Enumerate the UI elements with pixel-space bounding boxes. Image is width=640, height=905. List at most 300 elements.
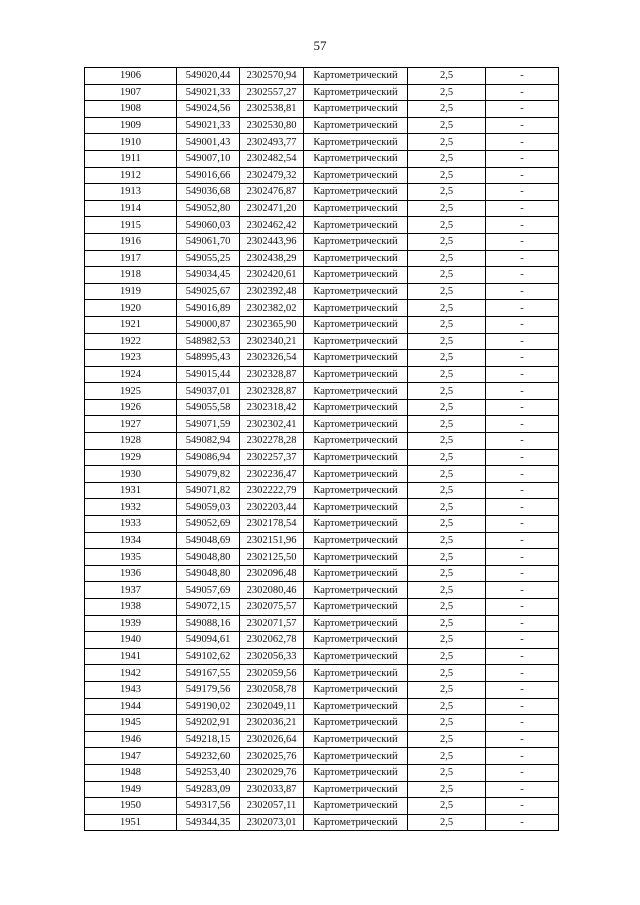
x-coordinate-cell: 549232,60 [177,748,240,765]
table-row [85,565,559,582]
y-coordinate-cell: 2302080,46 [240,582,304,599]
y-coordinate-cell: 2302471,20 [240,200,304,217]
method-cell: Картометрический [304,416,408,433]
method-cell: Картометрический [304,632,408,649]
method-cell: Картометрический [304,615,408,632]
method-cell: Картометрический [304,715,408,732]
method-cell: Картометрический [304,84,408,101]
note-cell: - [486,798,559,815]
note-cell: - [486,499,559,516]
note-cell: - [486,150,559,167]
method-cell: Картометрический [304,698,408,715]
accuracy-cell: 2,5 [408,731,486,748]
table-row [85,383,559,400]
method-cell: Картометрический [304,516,408,533]
x-coordinate-cell: 548982,53 [177,333,240,350]
method-cell: Картометрический [304,648,408,665]
x-coordinate-cell: 549179,56 [177,681,240,698]
x-coordinate-cell: 549102,62 [177,648,240,665]
accuracy-cell: 2,5 [408,366,486,383]
point-number-cell: 1939 [85,615,177,632]
y-coordinate-cell: 2302029,76 [240,764,304,781]
point-number-cell: 1944 [85,698,177,715]
accuracy-cell: 2,5 [408,715,486,732]
method-cell: Картометрический [304,499,408,516]
table-row [85,549,559,566]
y-coordinate-cell: 2302057,11 [240,798,304,815]
point-number-cell: 1914 [85,200,177,217]
y-coordinate-cell: 2302420,61 [240,267,304,284]
note-cell: - [486,184,559,201]
note-cell: - [486,665,559,682]
accuracy-cell: 2,5 [408,499,486,516]
x-coordinate-cell: 549024,56 [177,101,240,118]
table-row [85,681,559,698]
accuracy-cell: 2,5 [408,632,486,649]
x-coordinate-cell: 549015,44 [177,366,240,383]
table-row [85,433,559,450]
point-number-cell: 1921 [85,316,177,333]
method-cell: Картометрический [304,582,408,599]
method-cell: Картометрический [304,748,408,765]
y-coordinate-cell: 2302318,42 [240,399,304,416]
x-coordinate-cell: 549344,35 [177,814,240,831]
method-cell: Картометрический [304,316,408,333]
accuracy-cell: 2,5 [408,449,486,466]
accuracy-cell: 2,5 [408,167,486,184]
method-cell: Картометрический [304,764,408,781]
note-cell: - [486,582,559,599]
x-coordinate-cell: 549034,45 [177,267,240,284]
method-cell: Картометрический [304,167,408,184]
y-coordinate-cell: 2302392,48 [240,283,304,300]
table-row [85,648,559,665]
table-row [85,698,559,715]
method-cell: Картометрический [304,101,408,118]
method-cell: Картометрический [304,798,408,815]
note-cell: - [486,814,559,831]
y-coordinate-cell: 2302476,87 [240,184,304,201]
point-number-cell: 1909 [85,117,177,134]
y-coordinate-cell: 2302236,47 [240,466,304,483]
x-coordinate-cell: 549057,69 [177,582,240,599]
point-number-cell: 1916 [85,233,177,250]
table-row [85,333,559,350]
note-cell: - [486,383,559,400]
y-coordinate-cell: 2302058,78 [240,681,304,698]
point-number-cell: 1907 [85,84,177,101]
point-number-cell: 1908 [85,101,177,118]
y-coordinate-cell: 2302026,64 [240,731,304,748]
method-cell: Картометрический [304,300,408,317]
point-number-cell: 1931 [85,482,177,499]
x-coordinate-cell: 549037,01 [177,383,240,400]
point-number-cell: 1930 [85,466,177,483]
accuracy-cell: 2,5 [408,117,486,134]
accuracy-cell: 2,5 [408,565,486,582]
note-cell: - [486,250,559,267]
y-coordinate-cell: 2302462,42 [240,217,304,234]
point-number-cell: 1919 [85,283,177,300]
point-number-cell: 1948 [85,764,177,781]
method-cell: Картометрический [304,781,408,798]
table-row [85,764,559,781]
y-coordinate-cell: 2302096,48 [240,565,304,582]
point-number-cell: 1912 [85,167,177,184]
y-coordinate-cell: 2302538,81 [240,101,304,118]
point-number-cell: 1932 [85,499,177,516]
point-number-cell: 1925 [85,383,177,400]
y-coordinate-cell: 2302328,87 [240,366,304,383]
x-coordinate-cell: 549055,58 [177,399,240,416]
accuracy-cell: 2,5 [408,599,486,616]
table-row [85,350,559,367]
method-cell: Картометрический [304,565,408,582]
note-cell: - [486,350,559,367]
x-coordinate-cell: 549072,15 [177,599,240,616]
x-coordinate-cell: 549001,43 [177,134,240,151]
y-coordinate-cell: 2302365,90 [240,316,304,333]
method-cell: Картометрический [304,333,408,350]
note-cell: - [486,217,559,234]
method-cell: Картометрический [304,681,408,698]
table-row [85,184,559,201]
point-number-cell: 1927 [85,416,177,433]
x-coordinate-cell: 549048,80 [177,565,240,582]
y-coordinate-cell: 2302328,87 [240,383,304,400]
note-cell: - [486,715,559,732]
accuracy-cell: 2,5 [408,582,486,599]
method-cell: Картометрический [304,366,408,383]
method-cell: Картометрический [304,134,408,151]
y-coordinate-cell: 2302278,28 [240,433,304,450]
point-number-cell: 1922 [85,333,177,350]
y-coordinate-cell: 2302036,21 [240,715,304,732]
y-coordinate-cell: 2302530,80 [240,117,304,134]
method-cell: Картометрический [304,350,408,367]
x-coordinate-cell: 548995,43 [177,350,240,367]
x-coordinate-cell: 549218,15 [177,731,240,748]
accuracy-cell: 2,5 [408,698,486,715]
y-coordinate-cell: 2302049,11 [240,698,304,715]
accuracy-cell: 2,5 [408,250,486,267]
y-coordinate-cell: 2302033,87 [240,781,304,798]
table-row [85,200,559,217]
table-row [85,482,559,499]
note-cell: - [486,648,559,665]
note-cell: - [486,399,559,416]
point-number-cell: 1926 [85,399,177,416]
table-row [85,748,559,765]
y-coordinate-cell: 2302443,96 [240,233,304,250]
y-coordinate-cell: 2302075,57 [240,599,304,616]
point-number-cell: 1942 [85,665,177,682]
note-cell: - [486,748,559,765]
x-coordinate-cell: 549060,03 [177,217,240,234]
table-row [85,68,559,85]
table-row [85,150,559,167]
x-coordinate-cell: 549000,87 [177,316,240,333]
x-coordinate-cell: 549048,69 [177,532,240,549]
table-row [85,316,559,333]
y-coordinate-cell: 2302438,29 [240,250,304,267]
table-row [85,632,559,649]
accuracy-cell: 2,5 [408,399,486,416]
y-coordinate-cell: 2302178,54 [240,516,304,533]
point-number-cell: 1937 [85,582,177,599]
accuracy-cell: 2,5 [408,466,486,483]
note-cell: - [486,449,559,466]
point-number-cell: 1947 [85,748,177,765]
table-row [85,250,559,267]
accuracy-cell: 2,5 [408,350,486,367]
x-coordinate-cell: 549082,94 [177,433,240,450]
accuracy-cell: 2,5 [408,433,486,450]
note-cell: - [486,532,559,549]
point-number-cell: 1929 [85,449,177,466]
accuracy-cell: 2,5 [408,217,486,234]
method-cell: Картометрический [304,233,408,250]
point-number-cell: 1923 [85,350,177,367]
x-coordinate-cell: 549048,80 [177,549,240,566]
method-cell: Картометрический [304,150,408,167]
note-cell: - [486,84,559,101]
y-coordinate-cell: 2302151,96 [240,532,304,549]
point-number-cell: 1941 [85,648,177,665]
table-row [85,798,559,815]
note-cell: - [486,781,559,798]
table-row [85,267,559,284]
accuracy-cell: 2,5 [408,267,486,284]
y-coordinate-cell: 2302570,94 [240,68,304,85]
table-row [85,217,559,234]
accuracy-cell: 2,5 [408,814,486,831]
x-coordinate-cell: 549016,66 [177,167,240,184]
page-number: 57 [313,38,327,53]
accuracy-cell: 2,5 [408,68,486,85]
x-coordinate-cell: 549094,61 [177,632,240,649]
point-number-cell: 1933 [85,516,177,533]
note-cell: - [486,698,559,715]
point-number-cell: 1943 [85,681,177,698]
table-row [85,167,559,184]
table-row [85,233,559,250]
note-cell: - [486,101,559,118]
x-coordinate-cell: 549283,09 [177,781,240,798]
accuracy-cell: 2,5 [408,482,486,499]
accuracy-cell: 2,5 [408,764,486,781]
point-number-cell: 1934 [85,532,177,549]
point-number-cell: 1924 [85,366,177,383]
y-coordinate-cell: 2302479,32 [240,167,304,184]
table-row [85,449,559,466]
x-coordinate-cell: 549061,70 [177,233,240,250]
method-cell: Картометрический [304,68,408,85]
method-cell: Картометрический [304,532,408,549]
x-coordinate-cell: 549202,91 [177,715,240,732]
y-coordinate-cell: 2302257,37 [240,449,304,466]
x-coordinate-cell: 549036,68 [177,184,240,201]
y-coordinate-cell: 2302071,57 [240,615,304,632]
note-cell: - [486,433,559,450]
x-coordinate-cell: 549071,82 [177,482,240,499]
point-number-cell: 1951 [85,814,177,831]
table-row [85,599,559,616]
table-row [85,582,559,599]
table-row [85,499,559,516]
point-number-cell: 1913 [85,184,177,201]
table-row [85,665,559,682]
note-cell: - [486,615,559,632]
x-coordinate-cell: 549317,56 [177,798,240,815]
table-row [85,715,559,732]
table-row [85,416,559,433]
method-cell: Картометрический [304,814,408,831]
accuracy-cell: 2,5 [408,516,486,533]
x-coordinate-cell: 549190,02 [177,698,240,715]
x-coordinate-cell: 549059,03 [177,499,240,516]
note-cell: - [486,283,559,300]
point-number-cell: 1918 [85,267,177,284]
x-coordinate-cell: 549052,69 [177,516,240,533]
x-coordinate-cell: 549055,25 [177,250,240,267]
note-cell: - [486,117,559,134]
note-cell: - [486,599,559,616]
note-cell: - [486,366,559,383]
point-number-cell: 1910 [85,134,177,151]
note-cell: - [486,516,559,533]
accuracy-cell: 2,5 [408,184,486,201]
point-number-cell: 1906 [85,68,177,85]
point-number-cell: 1946 [85,731,177,748]
accuracy-cell: 2,5 [408,333,486,350]
x-coordinate-cell: 549167,55 [177,665,240,682]
x-coordinate-cell: 549086,94 [177,449,240,466]
method-cell: Картометрический [304,117,408,134]
note-cell: - [486,466,559,483]
note-cell: - [486,482,559,499]
note-cell: - [486,167,559,184]
y-coordinate-cell: 2302125,50 [240,549,304,566]
note-cell: - [486,233,559,250]
y-coordinate-cell: 2302326,54 [240,350,304,367]
point-number-cell: 1945 [85,715,177,732]
y-coordinate-cell: 2302059,56 [240,665,304,682]
method-cell: Картометрический [304,217,408,234]
note-cell: - [486,134,559,151]
table-row [85,532,559,549]
accuracy-cell: 2,5 [408,681,486,698]
x-coordinate-cell: 549088,16 [177,615,240,632]
accuracy-cell: 2,5 [408,665,486,682]
table-row [85,516,559,533]
note-cell: - [486,316,559,333]
accuracy-cell: 2,5 [408,648,486,665]
table-row [85,300,559,317]
accuracy-cell: 2,5 [408,798,486,815]
table-row [85,615,559,632]
method-cell: Картометрический [304,549,408,566]
x-coordinate-cell: 549253,40 [177,764,240,781]
x-coordinate-cell: 549079,82 [177,466,240,483]
table-row [85,84,559,101]
accuracy-cell: 2,5 [408,84,486,101]
table-row [85,731,559,748]
point-number-cell: 1928 [85,433,177,450]
accuracy-cell: 2,5 [408,101,486,118]
table-row [85,399,559,416]
note-cell: - [486,416,559,433]
y-coordinate-cell: 2302340,21 [240,333,304,350]
point-number-cell: 1949 [85,781,177,798]
method-cell: Картометрический [304,731,408,748]
point-number-cell: 1917 [85,250,177,267]
y-coordinate-cell: 2302203,44 [240,499,304,516]
point-number-cell: 1950 [85,798,177,815]
x-coordinate-cell: 549052,80 [177,200,240,217]
accuracy-cell: 2,5 [408,532,486,549]
table-body [85,68,559,831]
method-cell: Картометрический [304,383,408,400]
x-coordinate-cell: 549025,67 [177,283,240,300]
accuracy-cell: 2,5 [408,549,486,566]
note-cell: - [486,681,559,698]
point-number-cell: 1915 [85,217,177,234]
point-number-cell: 1936 [85,565,177,582]
y-coordinate-cell: 2302056,33 [240,648,304,665]
table-row [85,466,559,483]
method-cell: Картометрический [304,283,408,300]
x-coordinate-cell: 549021,33 [177,84,240,101]
note-cell: - [486,565,559,582]
table-row [85,814,559,831]
y-coordinate-cell: 2302222,79 [240,482,304,499]
note-cell: - [486,300,559,317]
table-row [85,781,559,798]
accuracy-cell: 2,5 [408,233,486,250]
x-coordinate-cell: 549020,44 [177,68,240,85]
note-cell: - [486,333,559,350]
method-cell: Картометрический [304,250,408,267]
table-row [85,366,559,383]
note-cell: - [486,200,559,217]
coordinates-table [84,67,559,831]
table-row [85,283,559,300]
x-coordinate-cell: 549021,33 [177,117,240,134]
method-cell: Картометрический [304,482,408,499]
note-cell: - [486,267,559,284]
note-cell: - [486,549,559,566]
method-cell: Картометрический [304,665,408,682]
x-coordinate-cell: 549007,10 [177,150,240,167]
y-coordinate-cell: 2302482,54 [240,150,304,167]
y-coordinate-cell: 2302073,01 [240,814,304,831]
y-coordinate-cell: 2302493,77 [240,134,304,151]
y-coordinate-cell: 2302025,76 [240,748,304,765]
table-row [85,134,559,151]
y-coordinate-cell: 2302302,41 [240,416,304,433]
point-number-cell: 1920 [85,300,177,317]
method-cell: Картометрический [304,433,408,450]
accuracy-cell: 2,5 [408,615,486,632]
accuracy-cell: 2,5 [408,781,486,798]
x-coordinate-cell: 549071,59 [177,416,240,433]
table-row [85,101,559,118]
accuracy-cell: 2,5 [408,416,486,433]
note-cell: - [486,731,559,748]
accuracy-cell: 2,5 [408,134,486,151]
table-row [85,117,559,134]
